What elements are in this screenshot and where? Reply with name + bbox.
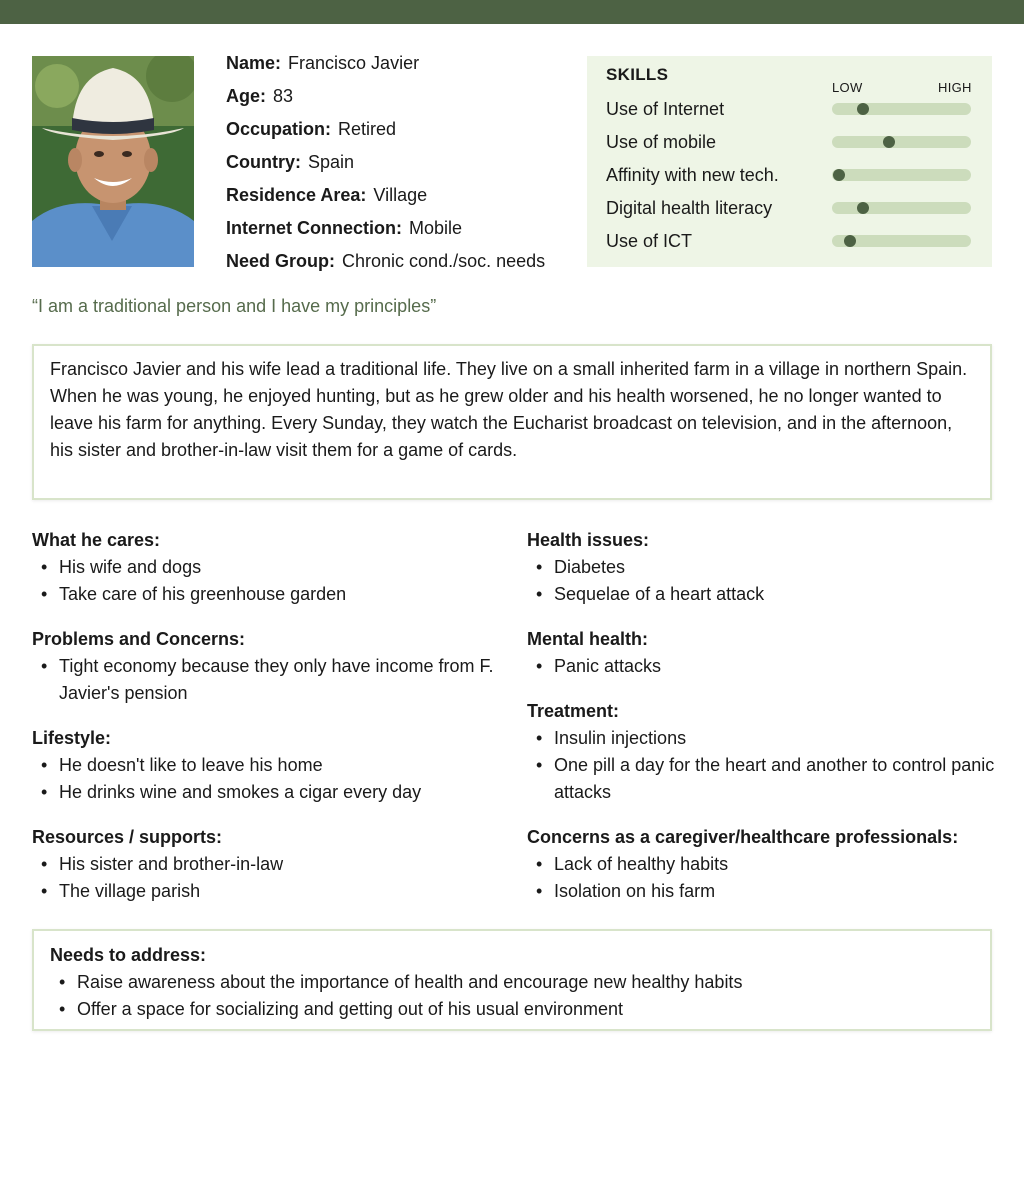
section-title: Health issues:	[527, 530, 650, 550]
skills-title: SKILLS	[606, 65, 669, 84]
section-title: Lifestyle:	[32, 728, 112, 748]
skill-row	[606, 96, 976, 122]
list-item: • Isolation on his farm	[527, 878, 997, 905]
section-cares	[32, 527, 502, 608]
list-item: • Raise awareness about the importance of health and encourage new healthy habits	[50, 969, 974, 996]
list-item: • Tight economy because they only have income from F. Javier's pension	[32, 653, 502, 707]
list-item: • His sister and brother-in-law	[32, 851, 502, 878]
right-column	[527, 527, 997, 923]
header-bar	[0, 0, 1024, 24]
list-item: • His wife and dogs	[32, 554, 502, 581]
occupation-label: Occupation:	[226, 119, 332, 139]
residence-label: Residence Area:	[226, 185, 367, 205]
country-label: Country:	[226, 152, 301, 172]
skill-name: Use of Internet	[606, 99, 725, 119]
section-mental	[527, 626, 997, 680]
info-age	[226, 83, 545, 116]
skills-high-label: HIGH	[938, 80, 972, 95]
skill-name: Use of mobile	[606, 132, 717, 152]
section-problems	[32, 626, 502, 707]
list-item: • Sequelae of a heart attack	[527, 581, 997, 608]
need-group-value: Chronic cond./soc. needs	[342, 251, 546, 271]
list-item: • Take care of his greenhouse garden	[32, 581, 502, 608]
info-internet	[226, 215, 545, 248]
persona-quote: “I am a traditional person and I have my principles”	[32, 296, 437, 316]
info-name	[226, 50, 545, 83]
persona-info	[226, 50, 545, 281]
skill-track	[832, 169, 971, 181]
internet-value: Mobile	[409, 218, 463, 238]
skill-level-dot	[857, 202, 869, 214]
persona-bio: Francisco Javier and his wife lead a traditional life. They live on a small inherited farm in a village in northern Spain. When he was young, he enjoyed hunting, but as he grew older and his health worsened, he no longer wanted to leave his farm for anything. Every Sunday, they watch the Eucharist broadcast on television, and in the afternoon, his sister and brother-in-law visit them for a game of cards.	[32, 344, 992, 500]
section-title: Concerns as a caregiver/healthcare professionals:	[527, 827, 959, 847]
section-title: Treatment:	[527, 701, 620, 721]
needs-box	[32, 929, 992, 1031]
skill-row	[606, 228, 976, 254]
list-item: • Lack of healthy habits	[527, 851, 997, 878]
skill-name: Affinity with new tech.	[606, 165, 779, 185]
skill-track	[832, 103, 971, 115]
skill-row	[606, 129, 976, 155]
section-health	[527, 527, 997, 608]
skill-name: Use of ICT	[606, 231, 693, 251]
info-country	[226, 149, 545, 182]
list-item: • He doesn't like to leave his home	[32, 752, 502, 779]
persona-portrait-icon	[32, 56, 194, 267]
list-item: • One pill a day for the heart and another to control panic attacks	[527, 752, 997, 806]
skill-row	[606, 195, 976, 221]
section-caregiver	[527, 824, 997, 905]
section-title: Resources / supports:	[32, 827, 223, 847]
name-value: Francisco Javier	[288, 53, 420, 73]
section-resources	[32, 824, 502, 905]
skill-track	[832, 235, 971, 247]
list-item: • Panic attacks	[527, 653, 997, 680]
internet-label: Internet Connection:	[226, 218, 402, 238]
skill-track	[832, 136, 971, 148]
skill-track	[832, 202, 971, 214]
list-item: • Insulin injections	[527, 725, 997, 752]
skill-level-dot	[857, 103, 869, 115]
residence-value: Village	[373, 185, 428, 205]
age-label: Age:	[226, 86, 266, 106]
list-item: • Offer a space for socializing and getting out of his usual environment	[50, 996, 974, 1023]
skill-level-dot	[844, 235, 856, 247]
info-occupation	[226, 116, 545, 149]
country-value: Spain	[308, 152, 355, 172]
name-label: Name:	[226, 53, 282, 73]
list-item: • Diabetes	[527, 554, 997, 581]
section-title: Problems and Concerns:	[32, 629, 246, 649]
skill-level-dot	[883, 136, 895, 148]
persona-photo	[32, 56, 194, 267]
needs-title: Needs to address:	[50, 945, 207, 965]
occupation-value: Retired	[338, 119, 397, 139]
section-treatment	[527, 698, 997, 806]
list-item: • The village parish	[32, 878, 502, 905]
skill-name: Digital health literacy	[606, 198, 773, 218]
skill-level-dot	[833, 169, 845, 181]
skills-low-label: LOW	[832, 80, 863, 95]
skills-panel	[587, 56, 992, 267]
left-column	[32, 527, 502, 923]
info-need-group	[226, 248, 545, 281]
skill-row	[606, 162, 976, 188]
need-group-label: Need Group:	[226, 251, 336, 271]
section-title: What he cares:	[32, 530, 161, 550]
info-residence	[226, 182, 545, 215]
section-title: Mental health:	[527, 629, 649, 649]
section-lifestyle	[32, 725, 502, 806]
age-value: 83	[273, 86, 294, 106]
list-item: • He drinks wine and smokes a cigar every day	[32, 779, 502, 806]
